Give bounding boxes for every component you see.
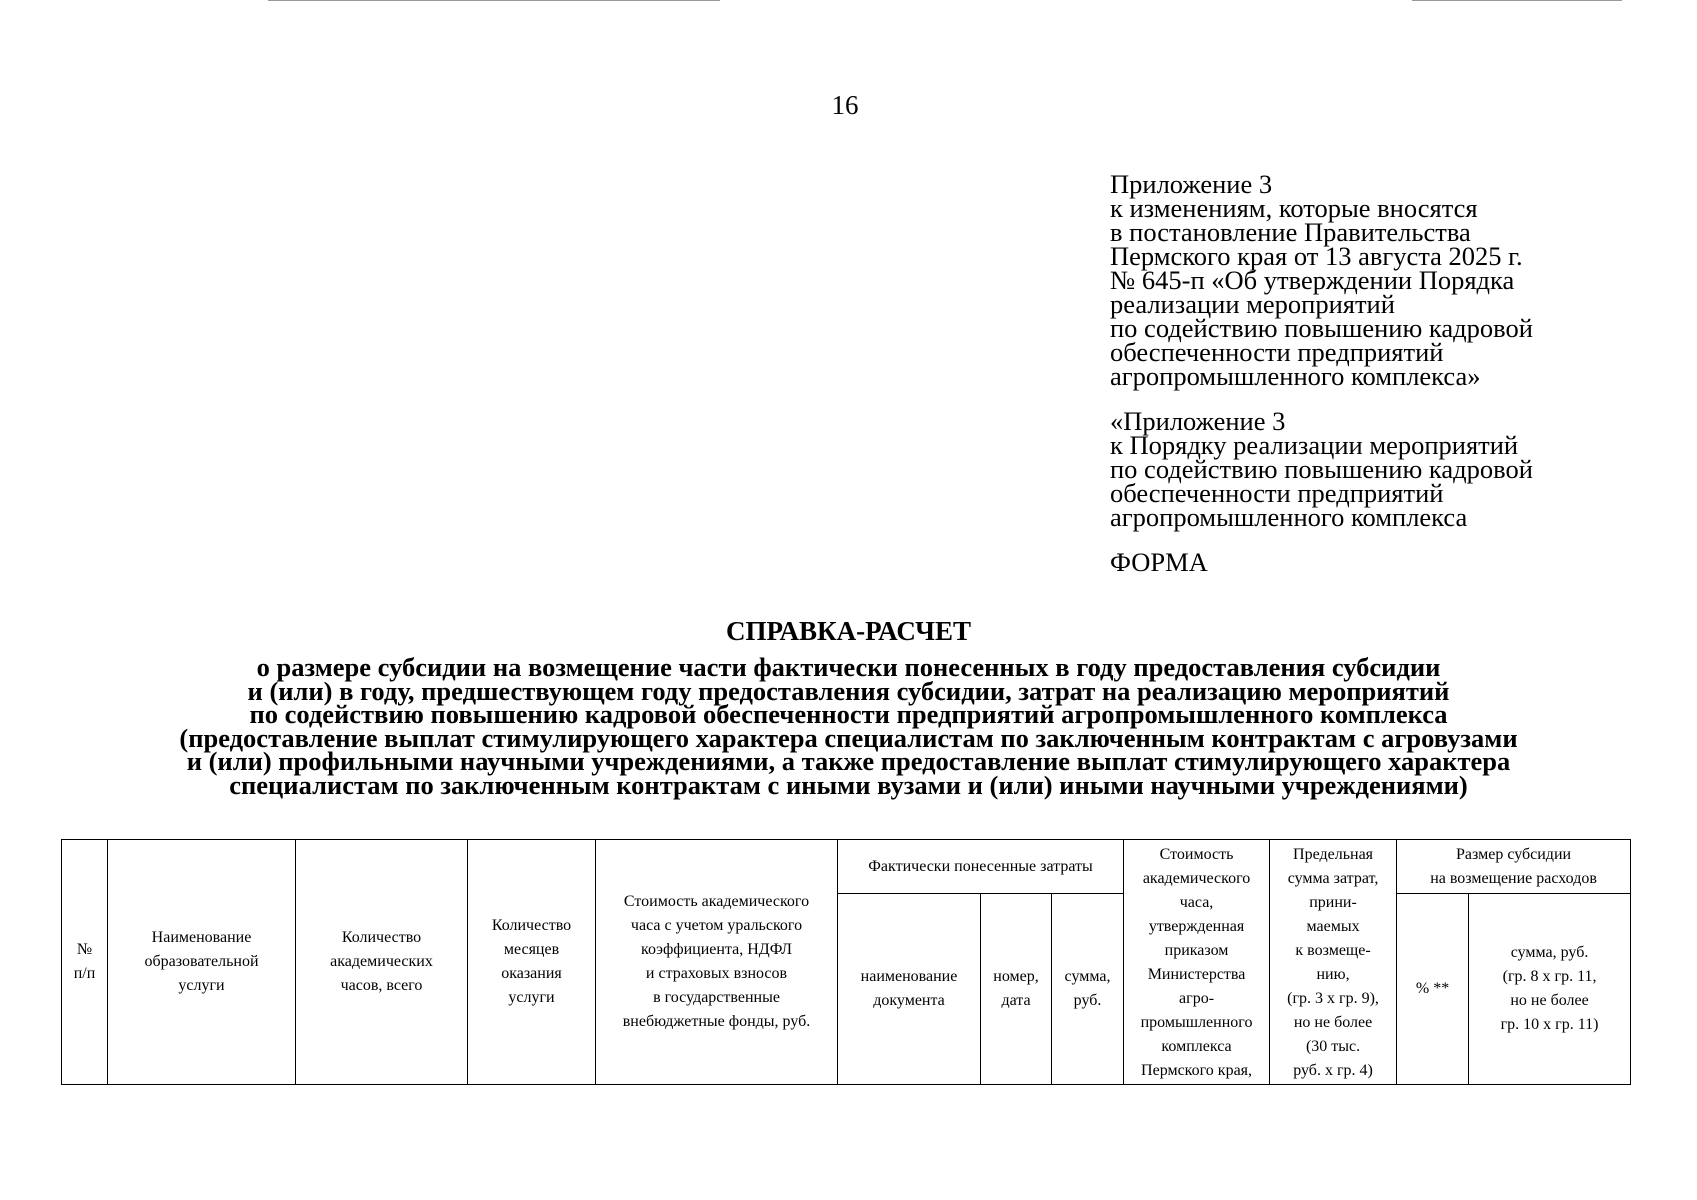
appendix-line: реализации мероприятий [1110,289,1395,319]
header-col-approved-cost: Стоимость академического часа, утвержденная приказом Министерства агро- промышленного комплекса Пермского края, [1124,840,1270,1085]
header-col-hours: Количество академических часов, всего [296,840,468,1085]
header-group-subsidy: Размер субсидии на возмещение расходов [1397,840,1631,894]
form-label: ФОРМА [1110,547,1208,577]
appendix-line: агропромышленного комплекса» [1110,361,1481,391]
subtitle-line: о размере субсидии на возмещение части фактически понесенных в году предоставления субсидии [256,652,1441,682]
appendix-line: обеспеченности предприятий [1110,337,1444,367]
appendix-line: Пермского края от 13 августа 2025 г. [1110,241,1523,271]
appendix-line: агропромышленного комплекса [1110,502,1468,532]
appendix-line: по содействию повышению кадровой [1110,454,1533,484]
appendix-line: «Приложение 3 [1110,406,1286,436]
appendix-line: по содействию повышению кадровой [1110,313,1533,343]
appendix-part-2 [1110,406,1680,532]
document-subtitle [0,652,1697,800]
header-col-subsidy-sum: сумма, руб. (гр. 8 х гр. 11, но не более гр. 10 х гр. 11) [1469,894,1631,1085]
header-group-actual-costs: Фактически понесенные затраты [838,840,1124,894]
subtitle-line: специалистам по заключенным контрактам с иными вузами и (или) иными научными учреждениями) [229,769,1468,800]
subtitle-line: и (или) профильными научными учреждениями, а также предоставление выплат стимулирующего характера [186,746,1511,776]
header-col-document-number: номер, дата [981,894,1052,1085]
appendix-part-1 [1110,169,1680,391]
page-number: 16 [831,90,859,120]
header-col-service-name: Наименование образовательной услуги [108,840,296,1085]
calculation-table [61,839,1631,1085]
header-col-document-sum: сумма, руб. [1052,894,1124,1085]
appendix-line: к изменениям, которые вносятся [1110,193,1478,223]
scan-edge-line-right [1412,0,1622,1]
header-col-limit-sum: Предельная сумма затрат, прини- маемых к возмеще- нию, (гр. 3 х гр. 9), но не более (30 тыс. руб. х гр. 4) [1270,840,1397,1085]
appendix-block [1110,169,1680,577]
appendix-line: Приложение 3 [1110,169,1273,199]
appendix-line: в постановление Правительства [1110,217,1471,247]
subtitle-line: (предоставление выплат стимулирующего характера специалистам по заключенным контрактам с агровузами [179,722,1518,753]
header-col-document-name: наименование документа [838,894,981,1085]
header-col-number: № п/п [62,840,108,1085]
document-title: СПРАВКА-РАСЧЕТ [726,616,971,646]
appendix-line: № 645-п «Об утверждении Порядка [1110,265,1515,295]
subtitle-line: по содействию повышению кадровой обеспеченности предприятий агропромышленного комплекса [249,699,1448,729]
scan-edge-line-left [268,0,720,1]
header-col-cost-per-hour: Стоимость академического часа с учетом уральского коэффициента, НДФЛ и страховых взносов в государственные внебюджетные фонды, руб. [596,840,838,1085]
header-col-percent: % ** [1397,894,1469,1085]
appendix-line: обеспеченности предприятий [1110,478,1444,508]
subtitle-line: и (или) в году, предшествующем году предоставления субсидии, затрат на реализацию мероприятий [247,675,1450,706]
header-col-months: Количество месяцев оказания услуги [468,840,596,1085]
appendix-line: к Порядку реализации мероприятий [1110,430,1519,460]
